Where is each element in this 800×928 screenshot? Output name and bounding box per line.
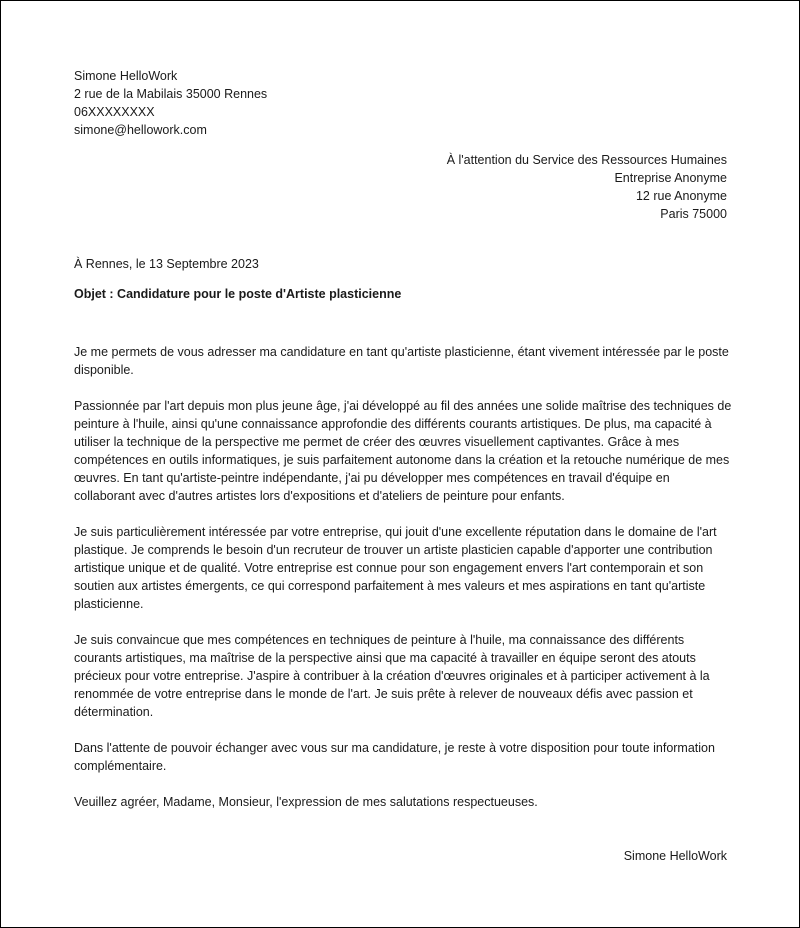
letter-body: [74, 343, 734, 829]
recipient-city: Paris 75000: [660, 207, 727, 221]
signature: Simone HelloWork: [623, 849, 727, 863]
body-paragraph: Passionnée par l'art depuis mon plus jeune âge, j'ai développé au fil des années une solide maîtrise des techniques de peinture à l'huile, ainsi qu'une connaissance approfondie des différents courants artistiques. De plus, ma capacité à utiliser la technique de la perspective me permet de créer des œuvres visuellement captivantes. Grâce à mes compétences en outils informatiques, je suis parfaitement autonome dans la création et la retouche numérique de mes œuvres. En tant qu'artiste-peintre indépendante, j'ai pu développer mes compétences en travail d'équipe en collaborant avec d'autres artistes lors d'expositions et d'ateliers de peinture pour enfants.: [74, 399, 732, 503]
recipient-street: 12 rue Anonyme: [635, 189, 727, 203]
sender-address: 2 rue de la Mabilais 35000 Rennes: [74, 87, 268, 101]
body-paragraph: Dans l'attente de pouvoir échanger avec vous sur ma candidature, je reste à votre disposition pour toute information complémentaire.: [74, 741, 715, 773]
body-paragraph: Je suis convaincue que mes compétences en techniques de peinture à l'huile, ma connaissance des différents courants artistiques, ma maîtrise de la perspective ainsi que ma capacité à travailler en équipe seront des atouts précieux pour votre entreprise. J'aspire à contribuer à la création d'œuvres originales et à participer activement à la renommée de votre entreprise dans le monde de l'art. Je suis prête à relever de nouveaux défis avec passion et détermination.: [74, 633, 710, 719]
closing-paragraph: Veuillez agréer, Madame, Monsieur, l'expression de mes salutations respectueuses.: [74, 795, 538, 809]
sender-email: simone@hellowork.com: [74, 123, 207, 137]
sender-block: [74, 67, 267, 139]
recipient-company: Entreprise Anonyme: [614, 171, 727, 185]
subject-line: Objet : Candidature pour le poste d'Artiste plasticienne: [74, 287, 402, 301]
sender-phone: 06XXXXXXXX: [74, 105, 155, 119]
date-line: À Rennes, le 13 Septembre 2023: [74, 257, 259, 271]
body-paragraph: Je me permets de vous adresser ma candidature en tant qu'artiste plasticienne, étant vivement intéressée par le poste disponible.: [74, 345, 729, 377]
recipient-attention: À l'attention du Service des Ressources Humaines: [446, 153, 727, 167]
sender-name: Simone HelloWork: [74, 69, 178, 83]
body-paragraph: Je suis particulièrement intéressée par votre entreprise, qui jouit d'une excellente réputation dans le domaine de l'art plastique. Je comprends le besoin d'un recruteur de trouver un artiste plasticien capable d'apporter une contribution artistique unique et de qualité. Votre entreprise est connue pour son engagement envers l'art contemporain et son soutien aux artistes émergents, ce qui correspond parfaitement à mes valeurs et mes aspirations en tant qu'artiste plasticienne.: [74, 525, 717, 611]
recipient-block: [447, 151, 727, 223]
